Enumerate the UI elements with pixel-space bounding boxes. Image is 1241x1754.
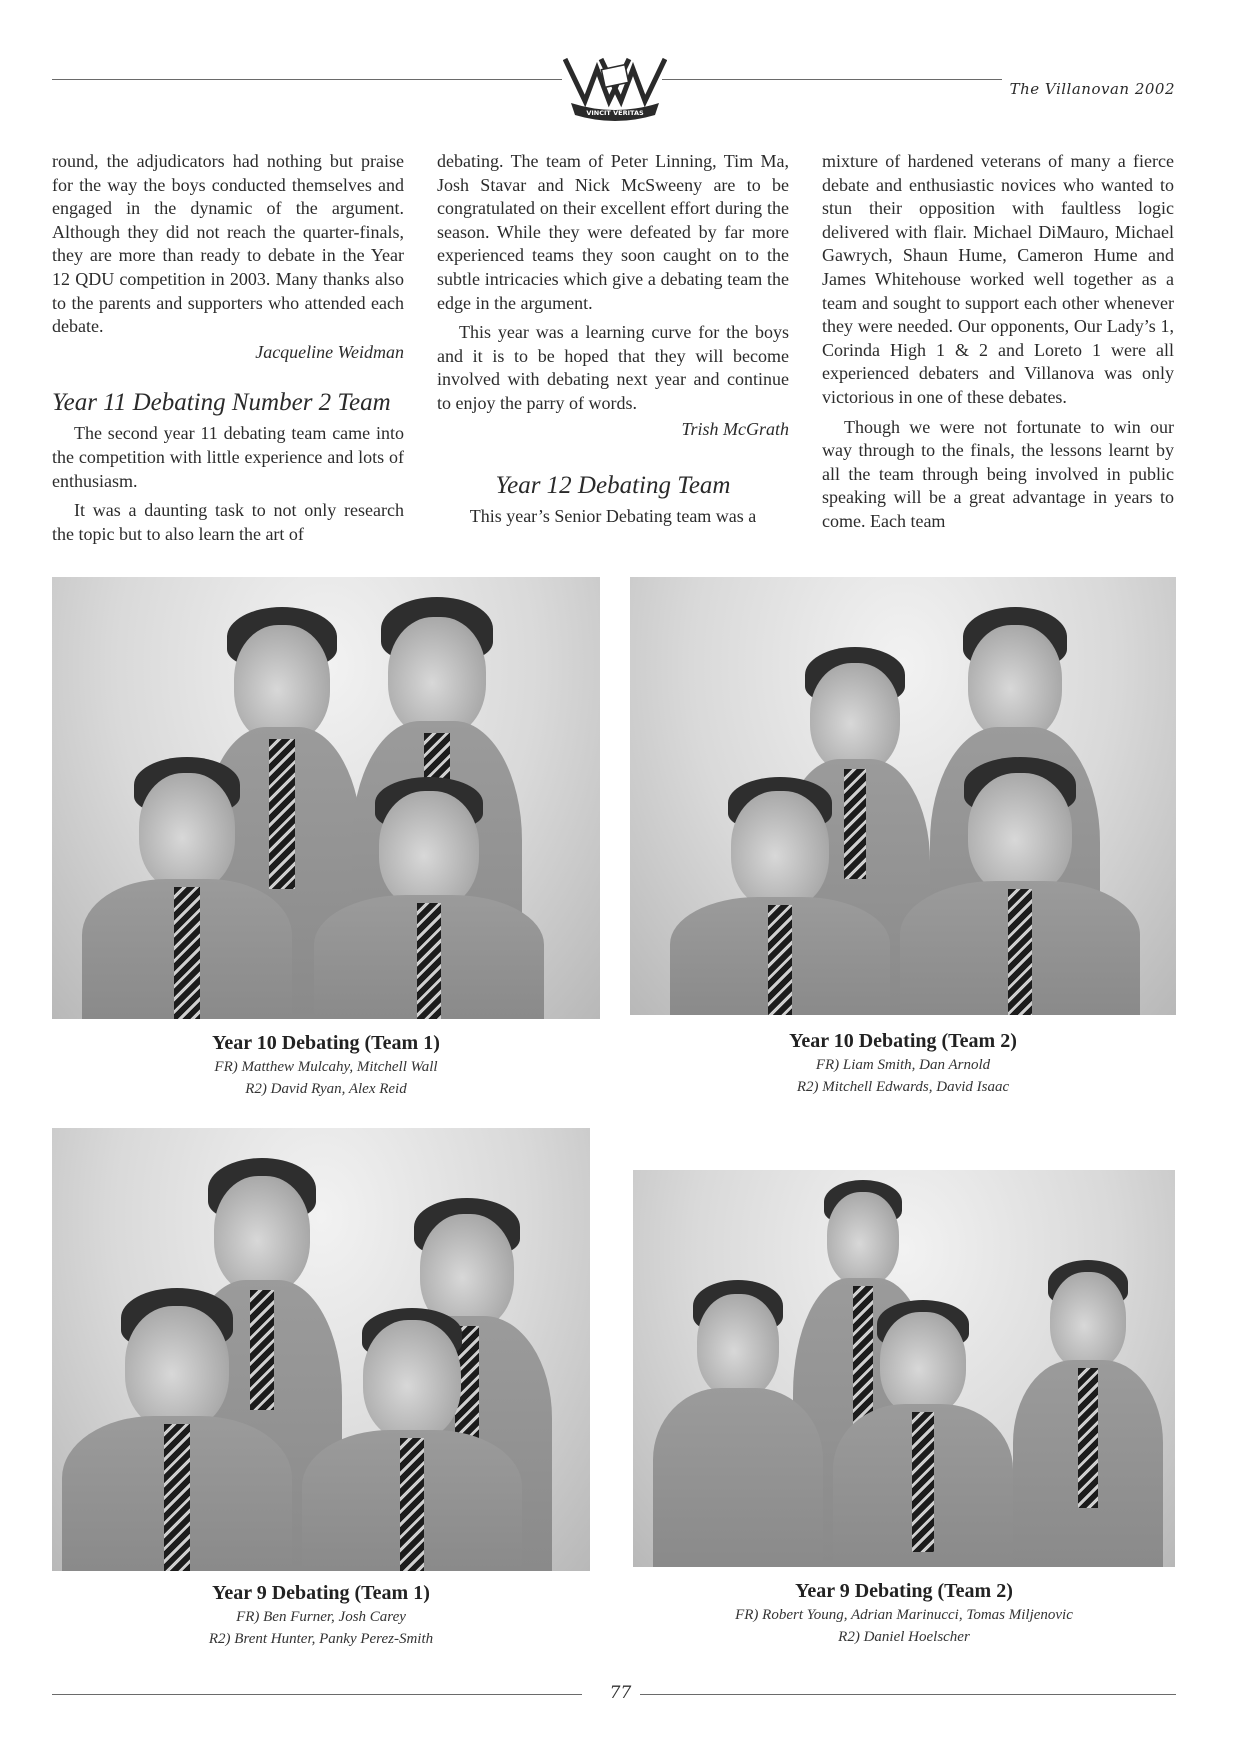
caption-names: FR) Matthew Mulcahy, Mitchell Wall: [214, 1059, 438, 1075]
paragraph: It was a daunting task to not only research the topic but to also learn the art of: [52, 500, 404, 544]
header-rule-left: [52, 79, 562, 80]
caption-names: FR) Liam Smith, Dan Arnold: [815, 1057, 991, 1073]
student-figure: [1013, 1260, 1163, 1567]
caption-title: Year 10 Debating (Team 2): [789, 1030, 1017, 1052]
text-column-2: [437, 150, 789, 529]
paragraph: The second year 11 debating team came into the competition with little experience and lots of enthusiasm.: [52, 423, 404, 491]
student-figure: [302, 1308, 522, 1571]
team-photo: [630, 577, 1176, 1015]
paragraph: Though we were not fortunate to win our way through to the finals, the lessons learnt by all the team through being involved in public speaking will be a great advantage in years to come. Each team: [822, 416, 1174, 531]
student-figure: [82, 757, 292, 1019]
text-column-1: [52, 150, 404, 546]
student-figure: [653, 1280, 823, 1567]
text-column-3: [822, 150, 1174, 534]
caption-names: R2) Brent Hunter, Panky Perez-Smith: [208, 1631, 434, 1647]
caption-names: FR) Ben Furner, Josh Carey: [236, 1609, 406, 1625]
student-figure: [833, 1300, 1013, 1567]
header-rule-right: [662, 79, 1002, 80]
caption-names: FR) Robert Young, Adrian Marinucci, Tomas Miljenovic: [735, 1607, 1073, 1623]
caption-title: Year 9 Debating (Team 2): [795, 1580, 1013, 1602]
author-signature: Trish McGrath: [681, 418, 789, 439]
page-number: 77: [609, 1683, 632, 1703]
student-figure: [900, 757, 1140, 1015]
photo-caption: [633, 1578, 1175, 1648]
caption-names: R2) David Ryan, Alex Reid: [245, 1081, 407, 1097]
student-figure: [62, 1288, 292, 1571]
running-head: The Villanovan 2002: [1009, 80, 1175, 98]
paragraph: round, the adjudicators had nothing but praise for the way the boys conducted themselves and engaged in the dynamic of the argument. Although they did not reach the quarter-finals, they are more than ready to debate in the Year 12 QDU competition in 2003. Many thanks also to the parents and supporters who attended each debate.: [52, 151, 404, 337]
paragraph: mixture of hardened veterans of many a fierce debate and enthusiastic novices who wanted to stun their opposition with faultless logic delivered with flair. Michael DiMauro, Michael Gawrych, Shaun Hume, Cameron Hume and James Whitehouse worked well together as a team and sought to support each other whenever they were needed. Our opponents, Our Lady’s 1, Corinda High 1 & 2 and Loreto 1 were all experienced debaters and Villanova was only victorious in one of these debates.: [822, 151, 1174, 407]
author-signature: Jacqueline Weidman: [255, 341, 404, 362]
school-crest-logo: [563, 55, 667, 123]
svg-text:VINCIT VERITAS: VINCIT VERITAS: [586, 109, 644, 117]
section-heading: Year 11 Debating Number 2 Team: [52, 389, 391, 417]
caption-title: Year 10 Debating (Team 1): [212, 1032, 440, 1054]
paragraph: debating. The team of Peter Linning, Tim Ma, Josh Stavar and Nick McSweeny are to be congratulated on their excellent effort during the season. While they were defeated by far more experienced teams they soon caught on to the subtle intricacies which give a debating team the edge in the argument.: [437, 151, 789, 313]
caption-names: R2) Mitchell Edwards, David Isaac: [796, 1079, 1010, 1095]
student-figure: [670, 777, 890, 1015]
paragraph: This year’s Senior Debating team was a: [469, 506, 757, 527]
photo-caption: [52, 1030, 600, 1100]
team-photo: [52, 1128, 590, 1571]
caption-names: R2) Daniel Hoelscher: [838, 1629, 970, 1645]
paragraph: This year was a learning curve for the boys and it is to be hoped that they will become involved with debating next year and continue to enjoy the parry of words.: [437, 322, 789, 413]
photo-caption: [52, 1580, 590, 1650]
student-figure: [314, 777, 544, 1019]
caption-title: Year 9 Debating (Team 1): [212, 1582, 430, 1604]
team-photo: [52, 577, 600, 1019]
team-photo: [633, 1170, 1175, 1567]
section-heading: Year 12 Debating Team: [495, 472, 731, 500]
photo-caption: [630, 1028, 1176, 1098]
